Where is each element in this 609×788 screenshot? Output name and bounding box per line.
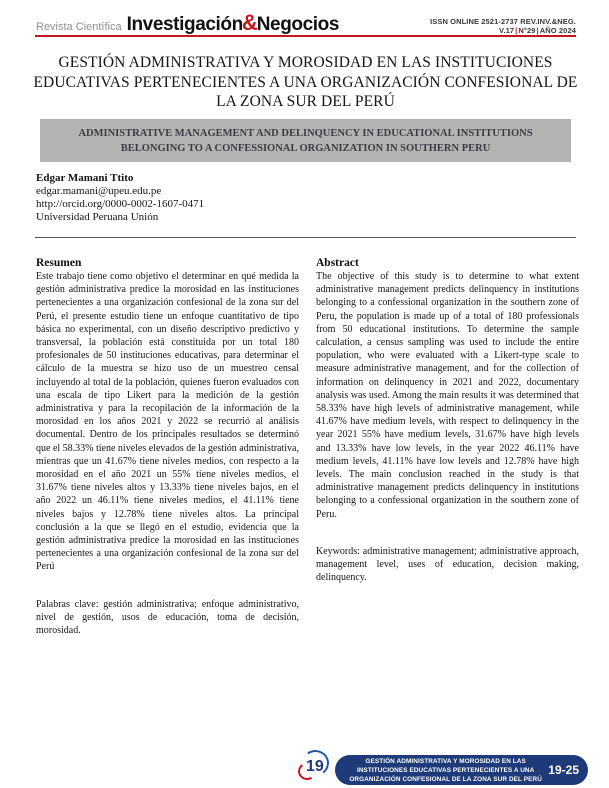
separator: | [515,26,518,36]
running-title [349,757,542,784]
abstract-columns [36,257,579,637]
resumen-section [36,257,299,637]
running-title-line1: GESTIÓN ADMINISTRATIVA Y MOROSIDAD EN LAS [365,757,526,765]
issue-number: N°29 [518,26,536,36]
brand-word-negocios: Negocios [256,14,340,35]
issn-block [430,17,576,37]
page-range: 19-25 [548,763,579,777]
footer-running-title-pill [335,755,588,785]
year-label: AÑO 2024 [539,26,576,36]
author-block [36,172,204,224]
title-es-line3: LA ZONA SUR DEL PERÚ [216,93,395,110]
resumen-body: Este trabajo tiene como objetivo el determinar en qué medida la gestión administrativa predice la morosidad en las instituciones pertenecientes a una organización confesional de la zona sur del Perú, el presente estudio tiene un enfoque cuantitativo de tipo básica no experimental, con un diseño descriptivo predictivo y transversal, la población está constituida por un total 180 profesionales de 50 instituciones educativas, para determinar el cálculo de la muestra se hizo uso de un muestreo censal incluyendo al total de la población, quienes fueron evaluados con una escala de tipo Likert para la medición de la gestión administrativa y para la recopilación de la información de la morosidad en los años 2021 y 2022 se recurrió al análisis documental. Dentro de los principales resultados se determinó que el 58.33% tiene niveles elevados de la gestión administrativa, mientras que un 41.67% tiene niveles medios, con respecto a la morosidad en el año 2021 un 55% tiene niveles medios, el 31.67% tiene niveles altos y 13.33% tiene niveles bajos, en el año 2022 un 46.11% tiene niveles medios, el 41.11% tiene niveles bajos y 12.78% tiene niveles altos. La principal conclusión a la que se llegó en el estudio, evidencia que la gestión administrativa predice la morosidad en las instituciones pertenecientes a una organización confesional de la zona sur del Perú [36,271,299,573]
running-title-line2: INSTITUCIONES EDUCATIVAS PERTENECIENTES A UNA [356,766,535,774]
author-email-link[interactable]: edgar.mamani@upeu.edu.pe [36,185,162,197]
paper-title-english-box [40,119,571,162]
title-en-line1: ADMINISTRATIVE MANAGEMENT AND DELINQUENCY IN EDUCATIONAL INSTITUTIONS [78,128,533,139]
journal-brand [36,10,339,36]
author-name: Edgar Mamani Ttito [36,172,134,184]
resumen-heading: Resumen [36,257,82,269]
header-red-rule [35,35,576,37]
title-es-line2: EDUCATIVAS PERTENECIENTES A UNA ORGANIZACIÓN CONFESIONAL DE [33,73,578,91]
brand-ampersand: & [241,10,258,35]
title-en-line2: BELONGING TO A CONFESSIONAL ORGANIZATION IN SOUTHERN PERU [120,143,491,154]
separator: | [536,26,539,36]
abstract-section [316,257,579,637]
running-title-line3: ORGANIZACIÓN CONFESIONAL DE LA ZONA SUR DEL PERÚ [349,775,542,783]
author-orcid-link[interactable]: http://orcid.org/0000-0002-1607-0471 [36,198,205,210]
paper-title-spanish [30,53,581,112]
resumen-keywords: Palabras clave: gestión administrativa; enfoque administrativo, nivel de gestión, usos de educación, toma de decisión, morosidad. [36,598,299,637]
footer-page-badge [296,750,338,786]
journal-kicker: Revista Científica [36,21,122,33]
brand-word-investigacion: Investigación [126,14,243,35]
page-number: 19 [306,758,324,775]
author-affiliation: Universidad Peruana Unión [36,211,159,223]
title-es-line1: GESTIÓN ADMINISTRATIVA Y MOROSIDAD EN LAS INSTITUCIONES [58,54,553,71]
abstract-body: The objective of this study is to determine to what extent administrative management predicts delinquency in institutions belonging to a confessional organization in the southern zone of Peru, the population is made up of a total of 180 professionals from 50 educational institutions. To determine the sample calculation, a census sampling was used to include the entire population, who were evaluated with a Likert-type scale to measure administrative management, and for the collection of information on delinquency in 2021 and 2022, documentary analysis was used. Among the main results it was determined that 58.33% have high levels of administrative management, while 41.67% have medium levels, with respect to delinquency in the year 2021 55% have medium levels, 31.67% have high levels and 13.33% have low levels, in the year 2022 46.11% have medium levels, 41.11% have low levels and 12.78% have high levels. The main conclusion reached in the study is that administrative management predicts delinquency in institutions belonging to a confessional organization in the southern zone of Peru. [316,271,579,520]
abstract-keywords: Keywords: administrative management; administrative approach, management level, uses of education, decision making, delinquency. [316,545,579,584]
volume-label: V.17 [499,26,515,36]
author-divider-rule [35,237,576,238]
issn-line: ISSN ONLINE 2521-2737 REV.INV.&NEG. [430,16,576,26]
abstract-heading: Abstract [316,257,359,269]
journal-masthead [36,10,576,36]
